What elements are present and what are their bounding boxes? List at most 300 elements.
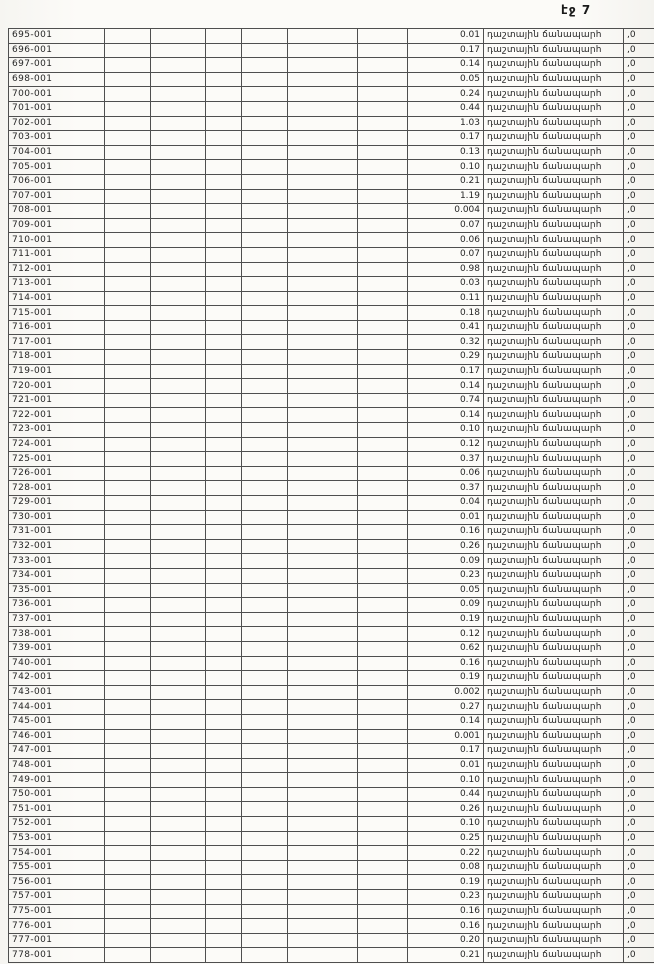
empty-cell bbox=[288, 58, 358, 73]
empty-cell bbox=[288, 277, 358, 292]
empty-cell bbox=[288, 919, 358, 934]
empty-cell bbox=[358, 525, 408, 540]
empty-cell bbox=[206, 466, 242, 481]
empty-cell bbox=[288, 612, 358, 627]
empty-cell bbox=[105, 685, 151, 700]
road-type-cell: դաշտային ճանապարհ bbox=[484, 174, 624, 189]
empty-cell bbox=[358, 466, 408, 481]
empty-cell bbox=[358, 496, 408, 511]
edge-fragment-cell: ,0 bbox=[624, 218, 654, 233]
empty-cell bbox=[151, 744, 206, 759]
table-row bbox=[9, 700, 654, 715]
empty-cell bbox=[358, 554, 408, 569]
empty-cell bbox=[105, 744, 151, 759]
empty-cell bbox=[242, 758, 288, 773]
edge-fragment-cell: ,0 bbox=[624, 875, 654, 890]
empty-cell bbox=[288, 160, 358, 175]
edge-fragment-cell: ,0 bbox=[624, 306, 654, 321]
empty-cell bbox=[105, 496, 151, 511]
empty-cell bbox=[288, 831, 358, 846]
empty-cell bbox=[288, 43, 358, 58]
road-type-cell: դաշտային ճանապարհ bbox=[484, 320, 624, 335]
table-row bbox=[9, 335, 654, 350]
row-id-cell: 696-001 bbox=[9, 43, 105, 58]
empty-cell bbox=[242, 656, 288, 671]
empty-cell bbox=[242, 437, 288, 452]
road-type-cell: դաշտային ճանապարհ bbox=[484, 218, 624, 233]
empty-cell bbox=[105, 262, 151, 277]
value-cell: 0.27 bbox=[408, 700, 484, 715]
empty-cell bbox=[242, 145, 288, 160]
value-cell: 1.03 bbox=[408, 116, 484, 131]
table-row bbox=[9, 525, 654, 540]
empty-cell bbox=[105, 233, 151, 248]
road-type-cell: դաշտային ճանապարհ bbox=[484, 306, 624, 321]
row-id-cell: 775-001 bbox=[9, 904, 105, 919]
empty-cell bbox=[151, 539, 206, 554]
value-cell: 0.98 bbox=[408, 262, 484, 277]
edge-fragment-cell: ,0 bbox=[624, 583, 654, 598]
empty-cell bbox=[151, 306, 206, 321]
table-row bbox=[9, 247, 654, 262]
edge-fragment-cell: ,0 bbox=[624, 174, 654, 189]
table-row bbox=[9, 291, 654, 306]
value-cell: 0.29 bbox=[408, 350, 484, 365]
empty-cell bbox=[206, 671, 242, 686]
empty-cell bbox=[206, 218, 242, 233]
empty-cell bbox=[151, 218, 206, 233]
empty-cell bbox=[206, 773, 242, 788]
value-cell: 0.26 bbox=[408, 539, 484, 554]
empty-cell bbox=[242, 29, 288, 44]
value-cell: 0.23 bbox=[408, 890, 484, 905]
value-cell: 0.01 bbox=[408, 29, 484, 44]
row-id-cell: 719-001 bbox=[9, 364, 105, 379]
edge-fragment-cell: ,0 bbox=[624, 320, 654, 335]
empty-cell bbox=[151, 875, 206, 890]
empty-cell bbox=[206, 802, 242, 817]
empty-cell bbox=[358, 58, 408, 73]
row-id-cell: 739-001 bbox=[9, 641, 105, 656]
empty-cell bbox=[151, 423, 206, 438]
empty-cell bbox=[242, 875, 288, 890]
road-type-cell: դաշտային ճանապարհ bbox=[484, 641, 624, 656]
value-cell: 0.14 bbox=[408, 379, 484, 394]
empty-cell bbox=[242, 218, 288, 233]
edge-fragment-cell: ,0 bbox=[624, 773, 654, 788]
road-type-cell: դաշտային ճանապարհ bbox=[484, 510, 624, 525]
empty-cell bbox=[288, 145, 358, 160]
empty-cell bbox=[105, 437, 151, 452]
road-type-cell: դաշտային ճանապարհ bbox=[484, 860, 624, 875]
value-cell: 0.11 bbox=[408, 291, 484, 306]
value-cell: 0.10 bbox=[408, 773, 484, 788]
value-cell: 0.06 bbox=[408, 233, 484, 248]
value-cell: 0.13 bbox=[408, 145, 484, 160]
row-id-cell: 702-001 bbox=[9, 116, 105, 131]
empty-cell bbox=[105, 598, 151, 613]
edge-fragment-cell: ,0 bbox=[624, 598, 654, 613]
empty-cell bbox=[242, 481, 288, 496]
empty-cell bbox=[206, 437, 242, 452]
empty-cell bbox=[242, 817, 288, 832]
edge-fragment-cell: ,0 bbox=[624, 262, 654, 277]
empty-cell bbox=[105, 350, 151, 365]
empty-cell bbox=[151, 612, 206, 627]
empty-cell bbox=[358, 700, 408, 715]
road-type-cell: դաշտային ճանապարհ bbox=[484, 160, 624, 175]
empty-cell bbox=[151, 335, 206, 350]
empty-cell bbox=[206, 116, 242, 131]
empty-cell bbox=[358, 29, 408, 44]
empty-cell bbox=[288, 393, 358, 408]
empty-cell bbox=[206, 131, 242, 146]
edge-fragment-cell: ,0 bbox=[624, 612, 654, 627]
empty-cell bbox=[206, 641, 242, 656]
empty-cell bbox=[151, 145, 206, 160]
empty-cell bbox=[242, 43, 288, 58]
value-cell: 0.62 bbox=[408, 641, 484, 656]
empty-cell bbox=[358, 744, 408, 759]
road-type-cell: դաշտային ճանապարհ bbox=[484, 496, 624, 511]
empty-cell bbox=[288, 846, 358, 861]
empty-cell bbox=[358, 233, 408, 248]
value-cell: 0.05 bbox=[408, 583, 484, 598]
row-id-cell: 726-001 bbox=[9, 466, 105, 481]
empty-cell bbox=[151, 116, 206, 131]
empty-cell bbox=[358, 598, 408, 613]
road-type-cell: դաշտային ճանապարհ bbox=[484, 846, 624, 861]
road-type-cell: դաշտային ճանապարհ bbox=[484, 714, 624, 729]
empty-cell bbox=[151, 408, 206, 423]
empty-cell bbox=[242, 933, 288, 948]
empty-cell bbox=[288, 247, 358, 262]
road-type-cell: դաշտային ճանապարհ bbox=[484, 773, 624, 788]
empty-cell bbox=[358, 277, 408, 292]
empty-cell bbox=[288, 773, 358, 788]
edge-fragment-cell: ,0 bbox=[624, 452, 654, 467]
edge-fragment-cell: ,0 bbox=[624, 627, 654, 642]
empty-cell bbox=[151, 890, 206, 905]
table-row bbox=[9, 174, 654, 189]
edge-fragment-cell: ,0 bbox=[624, 933, 654, 948]
empty-cell bbox=[105, 773, 151, 788]
empty-cell bbox=[242, 598, 288, 613]
empty-cell bbox=[151, 802, 206, 817]
empty-cell bbox=[206, 350, 242, 365]
empty-cell bbox=[358, 72, 408, 87]
table-row bbox=[9, 204, 654, 219]
empty-cell bbox=[358, 145, 408, 160]
value-cell: 0.74 bbox=[408, 393, 484, 408]
empty-cell bbox=[105, 335, 151, 350]
row-id-cell: 713-001 bbox=[9, 277, 105, 292]
value-cell: 0.002 bbox=[408, 685, 484, 700]
empty-cell bbox=[242, 583, 288, 598]
value-cell: 0.17 bbox=[408, 131, 484, 146]
value-cell: 0.25 bbox=[408, 831, 484, 846]
empty-cell bbox=[242, 379, 288, 394]
empty-cell bbox=[242, 568, 288, 583]
edge-fragment-cell: ,0 bbox=[624, 43, 654, 58]
empty-cell bbox=[288, 437, 358, 452]
row-id-cell: 701-001 bbox=[9, 101, 105, 116]
empty-cell bbox=[242, 466, 288, 481]
empty-cell bbox=[358, 627, 408, 642]
edge-fragment-cell: ,0 bbox=[624, 481, 654, 496]
edge-fragment-cell: ,0 bbox=[624, 802, 654, 817]
empty-cell bbox=[151, 174, 206, 189]
table-row bbox=[9, 598, 654, 613]
empty-cell bbox=[206, 700, 242, 715]
empty-cell bbox=[151, 466, 206, 481]
survey-table bbox=[8, 28, 654, 963]
empty-cell bbox=[105, 539, 151, 554]
empty-cell bbox=[206, 933, 242, 948]
row-id-cell: 722-001 bbox=[9, 408, 105, 423]
empty-cell bbox=[358, 247, 408, 262]
empty-cell bbox=[105, 612, 151, 627]
empty-cell bbox=[151, 831, 206, 846]
empty-cell bbox=[242, 233, 288, 248]
road-type-cell: դաշտային ճանապարհ bbox=[484, 831, 624, 846]
empty-cell bbox=[151, 204, 206, 219]
empty-cell bbox=[242, 700, 288, 715]
empty-cell bbox=[151, 860, 206, 875]
value-cell: 0.24 bbox=[408, 87, 484, 102]
empty-cell bbox=[242, 291, 288, 306]
row-id-cell: 738-001 bbox=[9, 627, 105, 642]
empty-cell bbox=[206, 525, 242, 540]
row-id-cell: 757-001 bbox=[9, 890, 105, 905]
road-type-cell: դաշտային ճանապարհ bbox=[484, 729, 624, 744]
value-cell: 0.04 bbox=[408, 496, 484, 511]
empty-cell bbox=[151, 525, 206, 540]
empty-cell bbox=[288, 481, 358, 496]
edge-fragment-cell: ,0 bbox=[624, 525, 654, 540]
empty-cell bbox=[358, 612, 408, 627]
edge-fragment-cell: ,0 bbox=[624, 204, 654, 219]
empty-cell bbox=[288, 423, 358, 438]
empty-cell bbox=[288, 72, 358, 87]
empty-cell bbox=[242, 496, 288, 511]
empty-cell bbox=[288, 116, 358, 131]
table-body bbox=[9, 29, 654, 963]
edge-fragment-cell: ,0 bbox=[624, 729, 654, 744]
road-type-cell: դաշտային ճանապարհ bbox=[484, 72, 624, 87]
table-row bbox=[9, 890, 654, 905]
edge-fragment-cell: ,0 bbox=[624, 948, 654, 963]
empty-cell bbox=[242, 714, 288, 729]
empty-cell bbox=[288, 671, 358, 686]
edge-fragment-cell: ,0 bbox=[624, 364, 654, 379]
edge-fragment-cell: ,0 bbox=[624, 379, 654, 394]
empty-cell bbox=[206, 568, 242, 583]
empty-cell bbox=[206, 160, 242, 175]
empty-cell bbox=[105, 510, 151, 525]
empty-cell bbox=[206, 481, 242, 496]
empty-cell bbox=[105, 641, 151, 656]
edge-fragment-cell: ,0 bbox=[624, 641, 654, 656]
empty-cell bbox=[288, 87, 358, 102]
value-cell: 0.06 bbox=[408, 466, 484, 481]
value-cell: 0.10 bbox=[408, 817, 484, 832]
table-row bbox=[9, 714, 654, 729]
table-row bbox=[9, 919, 654, 934]
empty-cell bbox=[206, 744, 242, 759]
road-type-cell: դաշտային ճանապարհ bbox=[484, 350, 624, 365]
edge-fragment-cell: ,0 bbox=[624, 350, 654, 365]
empty-cell bbox=[206, 510, 242, 525]
row-id-cell: 705-001 bbox=[9, 160, 105, 175]
empty-cell bbox=[358, 948, 408, 963]
value-cell: 0.10 bbox=[408, 423, 484, 438]
empty-cell bbox=[105, 904, 151, 919]
empty-cell bbox=[206, 43, 242, 58]
row-id-cell: 695-001 bbox=[9, 29, 105, 44]
empty-cell bbox=[206, 101, 242, 116]
empty-cell bbox=[105, 29, 151, 44]
edge-fragment-cell: ,0 bbox=[624, 87, 654, 102]
empty-cell bbox=[105, 466, 151, 481]
empty-cell bbox=[358, 685, 408, 700]
road-type-cell: դաշտային ճանապարհ bbox=[484, 817, 624, 832]
road-type-cell: դաշտային ճանապարհ bbox=[484, 335, 624, 350]
edge-fragment-cell: ,0 bbox=[624, 131, 654, 146]
empty-cell bbox=[288, 233, 358, 248]
row-id-cell: 750-001 bbox=[9, 787, 105, 802]
empty-cell bbox=[151, 685, 206, 700]
empty-cell bbox=[105, 933, 151, 948]
road-type-cell: դաշտային ճանապարհ bbox=[484, 408, 624, 423]
road-type-cell: դաշտային ճանապարհ bbox=[484, 583, 624, 598]
empty-cell bbox=[105, 831, 151, 846]
empty-cell bbox=[288, 948, 358, 963]
empty-cell bbox=[206, 496, 242, 511]
edge-fragment-cell: ,0 bbox=[624, 291, 654, 306]
road-type-cell: դաշտային ճանապարհ bbox=[484, 43, 624, 58]
value-cell: 0.01 bbox=[408, 510, 484, 525]
table-row bbox=[9, 612, 654, 627]
empty-cell bbox=[206, 306, 242, 321]
page-number-label: էջ 7 bbox=[561, 3, 592, 17]
empty-cell bbox=[358, 350, 408, 365]
value-cell: 0.44 bbox=[408, 787, 484, 802]
road-type-cell: դաշտային ճանապարհ bbox=[484, 671, 624, 686]
row-id-cell: 730-001 bbox=[9, 510, 105, 525]
table-row bbox=[9, 43, 654, 58]
row-id-cell: 725-001 bbox=[9, 452, 105, 467]
empty-cell bbox=[151, 948, 206, 963]
empty-cell bbox=[358, 87, 408, 102]
empty-cell bbox=[358, 831, 408, 846]
road-type-cell: դաշտային ճանապարհ bbox=[484, 437, 624, 452]
table-row bbox=[9, 29, 654, 44]
empty-cell bbox=[288, 101, 358, 116]
edge-fragment-cell: ,0 bbox=[624, 437, 654, 452]
road-type-cell: դաշտային ճանապարհ bbox=[484, 612, 624, 627]
table-row bbox=[9, 948, 654, 963]
value-cell: 0.44 bbox=[408, 101, 484, 116]
empty-cell bbox=[358, 890, 408, 905]
empty-cell bbox=[105, 656, 151, 671]
road-type-cell: դաշտային ճանապարհ bbox=[484, 787, 624, 802]
value-cell: 0.10 bbox=[408, 160, 484, 175]
table-row bbox=[9, 131, 654, 146]
table-row bbox=[9, 189, 654, 204]
empty-cell bbox=[242, 87, 288, 102]
empty-cell bbox=[242, 860, 288, 875]
empty-cell bbox=[206, 145, 242, 160]
table-row bbox=[9, 671, 654, 686]
edge-fragment-cell: ,0 bbox=[624, 393, 654, 408]
edge-fragment-cell: ,0 bbox=[624, 277, 654, 292]
empty-cell bbox=[151, 291, 206, 306]
empty-cell bbox=[105, 919, 151, 934]
empty-cell bbox=[206, 72, 242, 87]
empty-cell bbox=[358, 758, 408, 773]
empty-cell bbox=[358, 437, 408, 452]
row-id-cell: 778-001 bbox=[9, 948, 105, 963]
empty-cell bbox=[288, 29, 358, 44]
table-row bbox=[9, 744, 654, 759]
empty-cell bbox=[358, 218, 408, 233]
empty-cell bbox=[151, 247, 206, 262]
road-type-cell: դաշտային ճանապարհ bbox=[484, 875, 624, 890]
value-cell: 1.19 bbox=[408, 189, 484, 204]
empty-cell bbox=[206, 787, 242, 802]
empty-cell bbox=[151, 933, 206, 948]
empty-cell bbox=[242, 277, 288, 292]
empty-cell bbox=[105, 277, 151, 292]
empty-cell bbox=[288, 408, 358, 423]
table-row bbox=[9, 306, 654, 321]
table-row bbox=[9, 379, 654, 394]
edge-fragment-cell: ,0 bbox=[624, 904, 654, 919]
edge-fragment-cell: ,0 bbox=[624, 831, 654, 846]
row-id-cell: 751-001 bbox=[9, 802, 105, 817]
row-id-cell: 720-001 bbox=[9, 379, 105, 394]
empty-cell bbox=[288, 627, 358, 642]
empty-cell bbox=[151, 598, 206, 613]
empty-cell bbox=[288, 364, 358, 379]
empty-cell bbox=[105, 627, 151, 642]
road-type-cell: դաշտային ճանապարհ bbox=[484, 919, 624, 934]
road-type-cell: դաշտային ճանապարհ bbox=[484, 685, 624, 700]
edge-fragment-cell: ,0 bbox=[624, 714, 654, 729]
empty-cell bbox=[206, 627, 242, 642]
road-type-cell: դաշտային ճանապարհ bbox=[484, 933, 624, 948]
value-cell: 0.23 bbox=[408, 568, 484, 583]
empty-cell bbox=[242, 335, 288, 350]
row-id-cell: 717-001 bbox=[9, 335, 105, 350]
empty-cell bbox=[288, 933, 358, 948]
empty-cell bbox=[242, 306, 288, 321]
row-id-cell: 736-001 bbox=[9, 598, 105, 613]
empty-cell bbox=[151, 554, 206, 569]
empty-cell bbox=[105, 729, 151, 744]
table-row bbox=[9, 320, 654, 335]
empty-cell bbox=[105, 379, 151, 394]
empty-cell bbox=[242, 101, 288, 116]
empty-cell bbox=[151, 496, 206, 511]
empty-cell bbox=[151, 758, 206, 773]
empty-cell bbox=[105, 758, 151, 773]
empty-cell bbox=[242, 423, 288, 438]
empty-cell bbox=[206, 890, 242, 905]
table-row bbox=[9, 116, 654, 131]
empty-cell bbox=[206, 379, 242, 394]
